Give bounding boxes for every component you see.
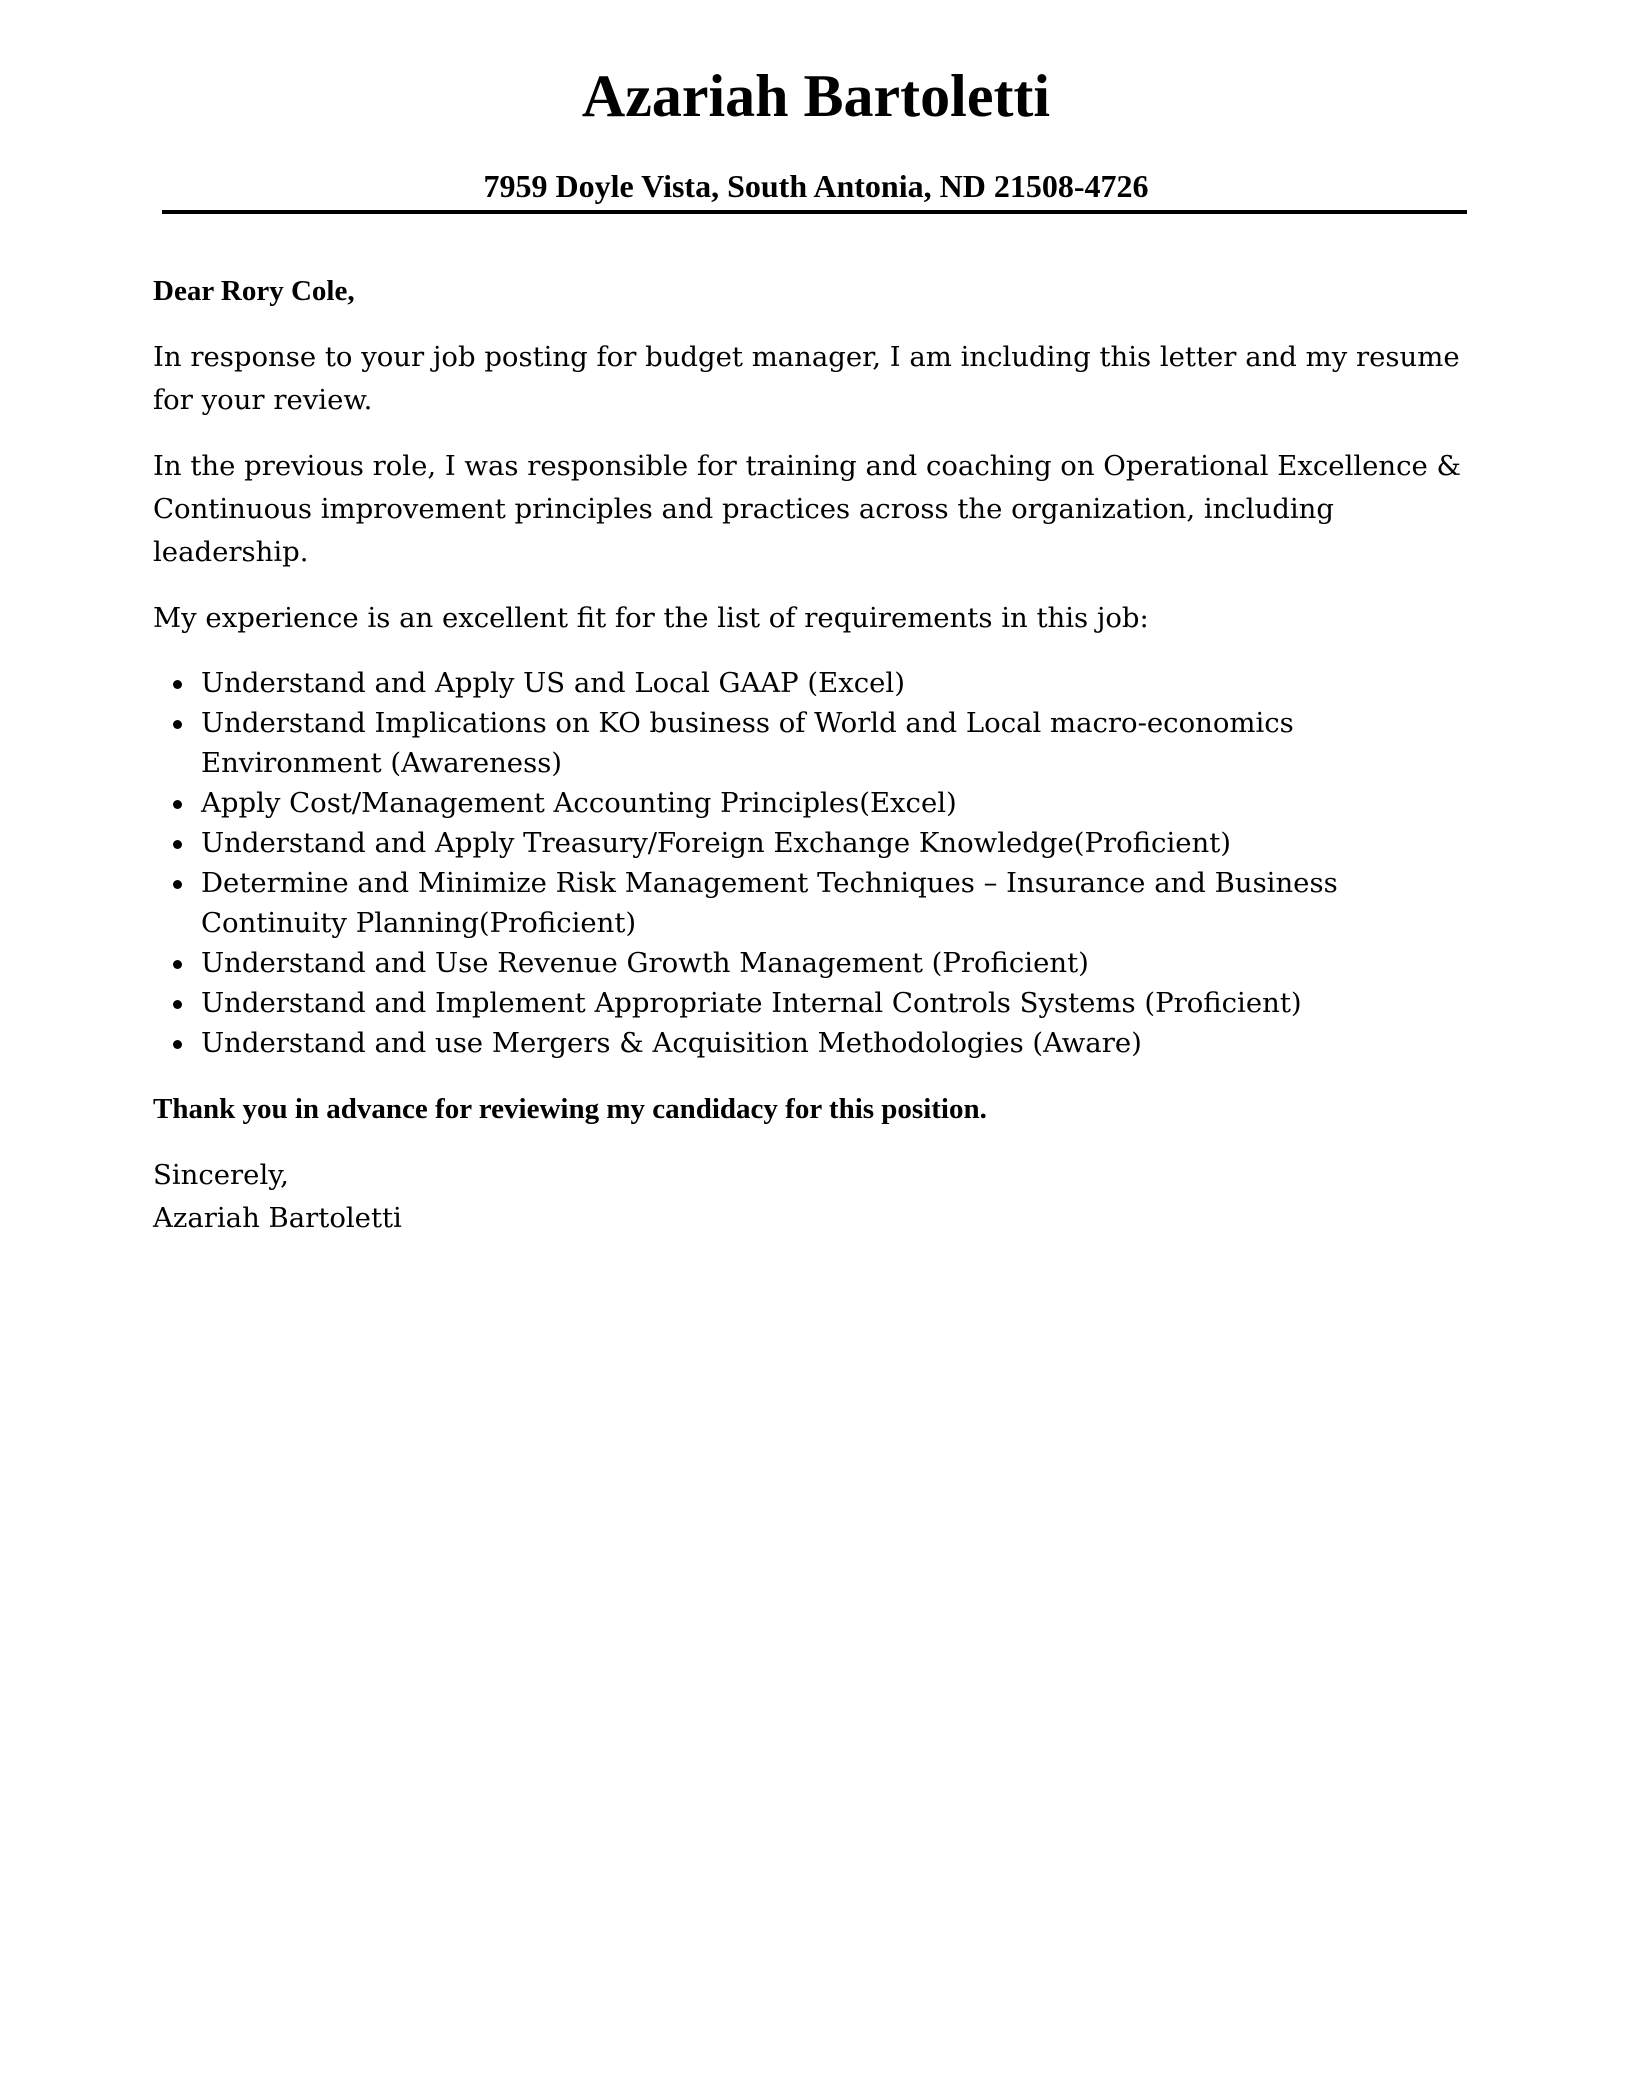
bullet-icon [173,1000,182,1009]
bullet-icon [173,1040,182,1049]
signoff-block [153,1154,1473,1240]
requirement-text: Understand and Use Revenue Growth Management (Proficient) [201,947,1089,979]
requirement-text: Understand and Implement Appropriate Internal Controls Systems (Proficient) [201,987,1302,1019]
bullet-icon [173,680,182,689]
requirement-text: Apply Cost/Management Accounting Principles(Excel) [201,787,957,819]
requirements-list [153,663,1473,1063]
requirement-text: Understand and Apply Treasury/Foreign Exchange Knowledge(Proficient) [201,827,1232,859]
list-item [153,703,1473,783]
list-item [153,983,1473,1023]
bullet-icon [173,880,182,889]
header-divider [162,210,1467,214]
bullet-icon [173,800,182,809]
bullet-icon [173,960,182,969]
applicant-name: Azariah Bartoletti [581,63,1051,129]
letter-body [153,270,1473,1240]
paragraph-intro: In response to your job posting for budget manager, I am including this letter and my resume for your review. [153,341,1460,416]
list-item [153,1023,1473,1063]
applicant-address: 7959 Doyle Vista, South Antonia, ND 21508-4726 [483,168,1149,204]
list-item [153,943,1473,983]
requirement-text: Understand Implications on KO business of World and Local macro-economics Environment (Awareness) [201,707,1294,779]
bullet-icon [173,720,182,729]
list-item [153,783,1473,823]
bullet-icon [173,840,182,849]
list-item [153,823,1473,863]
requirement-text: Understand and use Mergers & Acquisition Methodologies (Aware) [201,1027,1142,1059]
signature-name: Azariah Bartoletti [153,1202,402,1234]
list-item [153,663,1473,703]
list-item [153,863,1473,943]
paragraph-experience: In the previous role, I was responsible for training and coaching on Operational Excellence & Continuous improvement principles and practices across the organization, including leadership. [153,450,1462,568]
signoff: Sincerely, [153,1159,289,1191]
paragraph-fit: My experience is an excellent fit for the list of requirements in this job: [153,602,1149,634]
requirement-text: Understand and Apply US and Local GAAP (Excel) [201,667,905,699]
requirement-text: Determine and Minimize Risk Management Techniques – Insurance and Business Continuity Planning(Proficient) [201,867,1338,939]
salutation: Dear Rory Cole, [153,275,355,307]
closing-statement: Thank you in advance for reviewing my candidacy for this position. [153,1093,987,1125]
